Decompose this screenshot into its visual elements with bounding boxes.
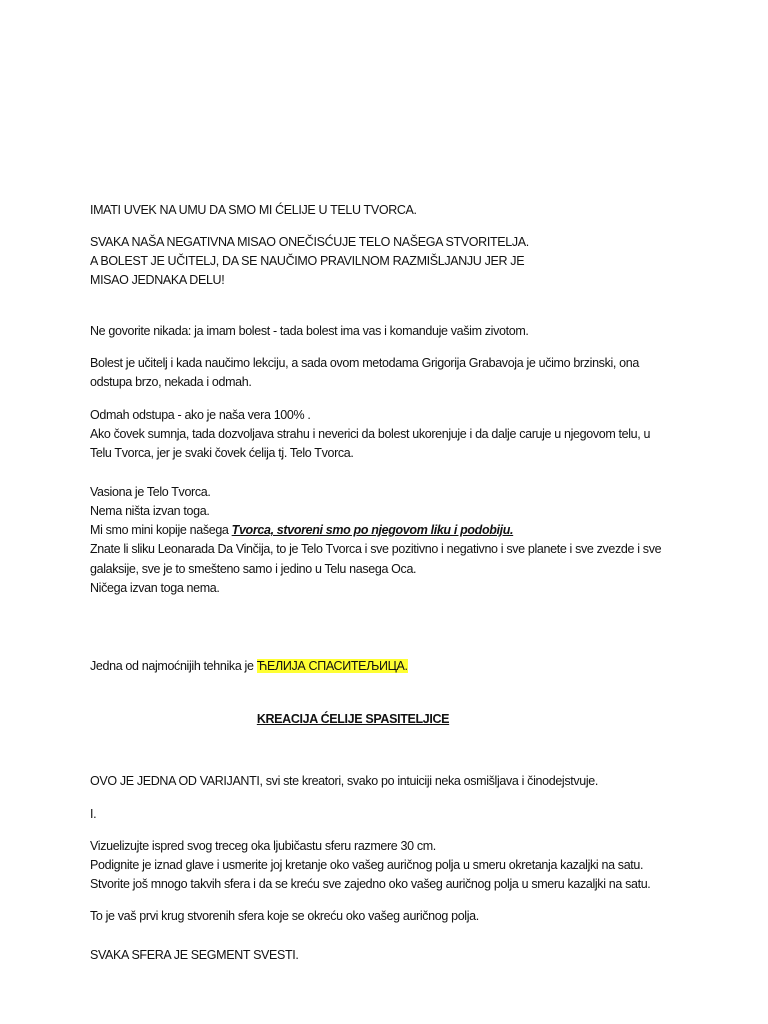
paragraph-line: MISAO JEDNAKA DELU!: [90, 273, 225, 287]
paragraph-line: Ničega izvan toga nema.: [90, 581, 220, 595]
paragraph-line: galaksije, sve je to smešteno samo i jedino u Telu nasega Oca.: [90, 562, 417, 576]
paragraph-line: Odmah odstupa - ako je naša vera 100% .: [90, 408, 311, 422]
paragraph-text: Mi smo mini kopije našega: [90, 523, 232, 537]
paragraph-line: SVAKA NAŠA NEGATIVNA MISAO ONEČISĆUJE TELO NAŠEGA STVORITELJA.: [90, 235, 529, 249]
section-title: [0, 711, 706, 727]
paragraph-line: Vasiona je Telo Tvorca.: [90, 485, 211, 499]
paragraph-line: Telu Tvorca, jer je svaki čovek ćelija tj. Telo Tvorca.: [90, 446, 354, 460]
paragraph-line: A BOLEST JE UČITELJ, DA SE NAUČIMO PRAVILNOM RAZMIŠLJANJU JER JE: [90, 254, 525, 268]
heading-line: IMATI UVEK NA UMU DA SMO MI ĆELIJE U TELU TVORCA.: [90, 203, 417, 217]
paragraph-line: Ako čovek sumnja, tada dozvoljava strahu i neverici da bolest ukorenjuje i da dalje caruje u njegovom telu, u: [90, 427, 651, 441]
paragraph-line: [90, 658, 408, 674]
paragraph-line: SVAKA SFERA JE SEGMENT SVESTI.: [90, 948, 299, 962]
paragraph-line: OVO JE JEDNA OD VARIJANTI, svi ste kreatori, svako po intuiciji neka osmišljava i činodejstvuje.: [90, 774, 599, 788]
paragraph-text: Jedna od najmoćnijih tehnika je: [90, 659, 257, 673]
emphasized-text: Tvorca, stvoreni smo po njegovom liku i podobiju.: [231, 523, 514, 537]
paragraph-line: Podignite je iznad glave i usmerite joj kretanje oko vašeg auričnog polja u smeru okretanja kazaljki na satu.: [90, 858, 644, 872]
paragraph-line: Znate li sliku Leonarada Da Vinčija, to je Telo Tvorca i sve pozitivno i negativno i sve planete i sve zvezde i sve: [90, 542, 662, 556]
section-title-text: KREACIJA ĆELIJE SPASITELJICE: [256, 712, 450, 726]
paragraph-line: Vizuelizujte ispred svog treceg oka ljubičastu sferu razmere 30 cm.: [90, 839, 436, 853]
paragraph-line: odstupa brzo, nekada i odmah.: [90, 375, 252, 389]
paragraph-line: [90, 522, 513, 538]
paragraph-line: Ne govorite nikada: ja imam bolest - tada bolest ima vas i komanduje vašim zivotom.: [90, 324, 529, 338]
highlighted-text: ЋЕЛИЈА СПАСИТЕЉИЦА.: [256, 659, 408, 673]
paragraph-line: To je vaš prvi krug stvorenih sfera koje se okreću oko vašeg auričnog polja.: [90, 909, 479, 923]
paragraph-line: Bolest je učitelj i kada naučimo lekciju, a sada ovom metodama Grigorija Grabavoja je učimo brzinski, ona: [90, 356, 639, 370]
paragraph-line: Stvorite još mnogo takvih sfera i da se kreću sve zajedno oko vašeg auričnog polja u smeru kazaljki na satu.: [90, 877, 651, 891]
roman-numeral: I.: [90, 807, 97, 821]
paragraph-line: Nema ništa izvan toga.: [90, 504, 210, 518]
